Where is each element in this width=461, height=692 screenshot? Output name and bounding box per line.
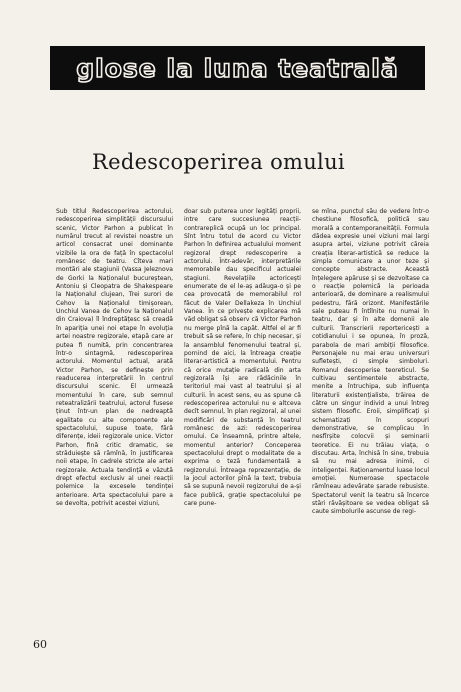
column-text: se mîna, punctul său de vedere într-o chestiune filosofică, politică sau morală a contemporaneității. Formula dădea expresie unei viziuni mai largi asupra artei, viziune potrivit căreia creația literar-artistică se reduce la simpla comunicare a unor teze și concepte abstracte. Această înțelegere apăruse și se dezvoltase ca o reacție polemică la perioada anterioară, de dominare a realismului pedestru, fără orizont. Manifestările sale puteau fi întîlnite nu numai în teatru, dar și în alte domenii ale culturii. Transcrierii reportericești a cotidianului i se opunea, în proză, parabola de mari ambiții filosofice. Personajele nu mai erau universuri sufletești, ci simple simboluri. Romanul descoperise teoreticul. Se cultivau sentimentele abstracte, menite a întruchipa, sub influența literaturii existențialiste, trăirea de către un singur individ a unui întreg sistem filosofic. Eroii, simplificați și schematizați în scopuri demonstrative, se complicau în nesfîrșite colocvii și seminarii teoretice. Ei nu trăiau viața, o discutau. Arta, închisă în sine, trebuia să nu mai adresa inimii, ci inteligenței. Raționamentul luase locul emoției. Numeroase spectacole rămîneau adevărate șarade rebusiste. Spectatorul venit la teatru să încerce stări răvășitoare se vedea obligat să caute simbolurile ascunse de regi- — [312, 208, 429, 516]
page-number: 60 — [33, 638, 47, 651]
column-text: Sub titlul Redescoperirea actorului, redescoperirea simplității discursului scenic, Victor Parhon a publicat în numărul trecut al revistei noastre un articol consacrat unei dominante vizibile la ora de față în spectacolul românesc de teatru. Cîteva mari montări ale stagiunii (Vassa Jeleznova de Gorki la Naționalul bucureștean, Antoniu și Cleopatra de Shakespeare la Naționalul clujean, Trei surori de Cehov la Naționalul timișorean, Unchiul Vanea de Cehov la Naționalul din Craiova) îl îndreptățesc să creadă în apariția unei noi etape în evoluția artei noastre regizorale, etapă care ar putea fi numită, prin concentrarea într-o sintagmă, redescoperirea actorului. Momentul actual, arată Victor Parhon, se definește prin readucerea interpretării în centrul discursului scenic. El urmează momentului în care, sub semnul reteatralizării teatrului, actorul fusese ținut într-un plan de nedreaptă egalitate cu alte componente ale spectacolului, supuse toate, fără diferențe, ideii regizorale unice. Victor Parhon, fină critic dramatic, se străduiește să rămînă, în justificarea noii etape, în cadrele stricte ale artei regizorale. Actuala tendință e văzută drept efectul exclusiv al unei reacții polemice la excesele tendinței anterioare. Arta spectacolului pare a se devolta, potrivit acestei viziuni, — [56, 208, 173, 508]
article-title: Redescoperirea omului — [92, 150, 345, 174]
banner-title: glose la luna teatrală — [76, 53, 399, 83]
column-2 — [184, 208, 301, 608]
column-3 — [312, 208, 429, 608]
column-text: doar sub puterea unor legități proprii, intre care succesiunea reacții-contrareplică ocupă un loc principal. Sînt întru totul de acord cu Victor Parhon în definirea actualului moment regizoral drept redescoperire a actorului. Într-adevăr, interpretările memorabile dau specificul actualei stagiuni. Revelațiile actoricești enumerate de el le-aș adăuga-o și pe cea provocată de memorabilul rol făcut de Valer Dellakeza în Unchiul Vanea. În ce privește explicarea mă văd obligat să observ că Victor Parhon nu merge pînă la capăt. Altfel el ar fi trebuit să se refere, în chip necesar, și la ansamblul fenomenului teatral și, pornind de aici, la întreaga creație literar-artistică a momentului. Pentru că orice mutație radicală din arta regizorală își are rădăcinile în teritoriul mai vast al teatrului și al culturii. În acest sens, eu as spune că redescoperirea actorului nu e altceva decît semnul, în plan regizoral, al unei modificări de substanță în teatrul românesc de azi: redescoperirea omului. Ce înseamnă, printre altele, momentul anterior? Conceperea spectacolului drept o modalitate de a exprima o teză fundamentală a regizorului. Întreaga reprezentație, de la jocul actorilor pînă la text, trebuia să se supună nevoii regizorului de a-și face publică, grație spectacolului pe care pune- — [184, 208, 301, 508]
article-body — [56, 208, 429, 608]
section-banner — [50, 46, 425, 90]
column-1 — [56, 208, 173, 608]
